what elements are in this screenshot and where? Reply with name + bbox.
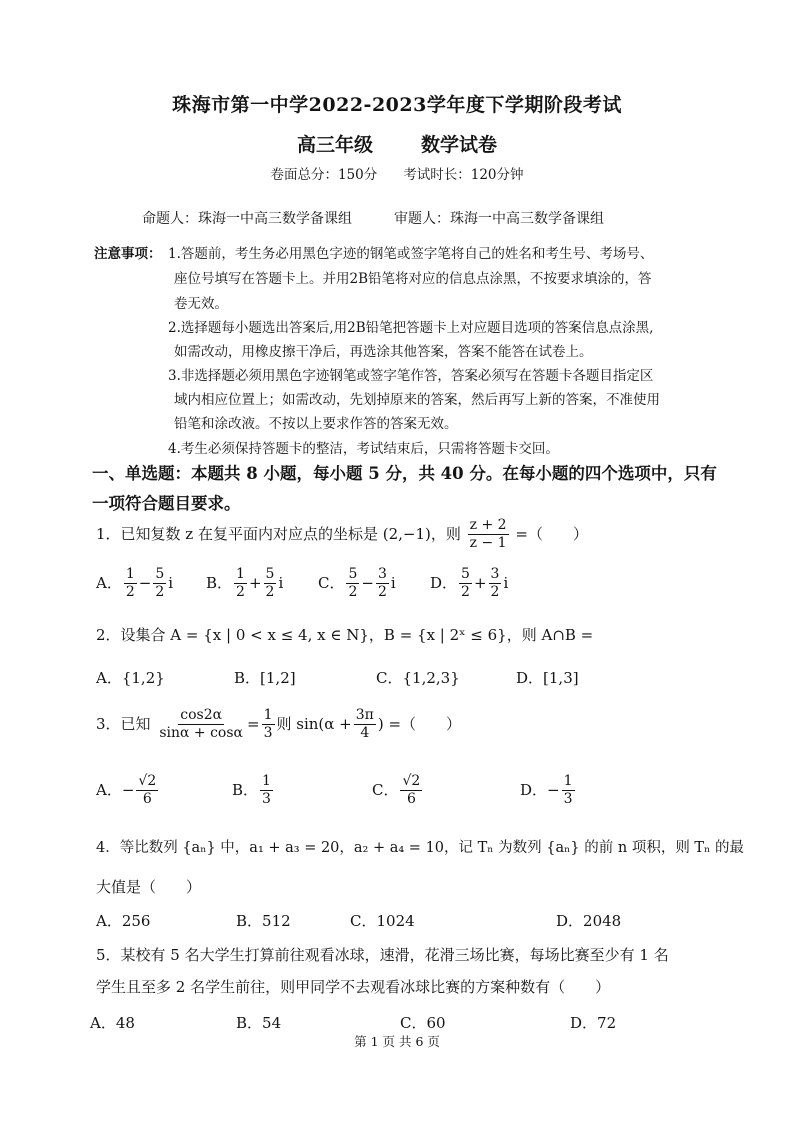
- option-text: 72: [597, 1014, 617, 1032]
- option-label: B．: [236, 1014, 263, 1032]
- fraction-denominator: 2: [490, 584, 500, 601]
- page-number: 第 1 页 共 6 页: [354, 1034, 440, 1049]
- option-text: {1,2,3}: [402, 669, 460, 687]
- fraction-numerator: √2: [400, 774, 422, 791]
- imaginary-unit: i: [503, 573, 509, 592]
- question-5: 5．某校有 5 名大学生打算前往观看冰球，速滑，花滑三场比赛，每场比赛至少有 1 名: [96, 946, 669, 964]
- option-text: [1,2]: [260, 669, 296, 687]
- option-text: 256: [121, 912, 151, 930]
- option-label: A．: [90, 1014, 116, 1032]
- question-4-cont: 大值是（ ）: [96, 878, 202, 896]
- fraction: [562, 774, 575, 808]
- fraction: [354, 708, 376, 742]
- fraction-denominator: 3: [262, 791, 271, 808]
- option-a: [96, 667, 165, 688]
- option-b: [234, 667, 296, 688]
- fraction: [459, 567, 472, 601]
- option-sign: −: [121, 780, 135, 799]
- option-c: [372, 774, 424, 808]
- fraction: [400, 774, 422, 808]
- fraction-numerator: 1: [260, 774, 273, 791]
- option-label: A．: [96, 669, 122, 687]
- option-label: A．: [96, 912, 122, 930]
- fraction-numerator: 1: [124, 567, 137, 584]
- fraction-numerator: 1: [234, 567, 247, 584]
- reviewer: 审题人：珠海一中高三数学备课组: [394, 211, 604, 227]
- section-header-cont: 一项符合题目要求。: [92, 494, 241, 513]
- fraction-denominator: 2: [236, 584, 245, 601]
- equals-sign: =: [247, 714, 260, 733]
- imaginary-unit: i: [168, 573, 174, 592]
- author: 命题人：珠海一中高三数学备课组: [142, 211, 352, 227]
- option-a: [90, 1012, 135, 1033]
- fraction: [262, 708, 275, 742]
- option-label: A．: [96, 573, 122, 592]
- exam-authors: [142, 208, 604, 228]
- question-3-prefix: 3．已知: [96, 714, 151, 733]
- fraction-denominator: 6: [406, 791, 416, 808]
- option-d: [520, 774, 577, 808]
- question-4: 4．等比数列 {aₙ} 中，a₁ + a₃ = 20，a₂ + a₄ = 10，记 Tₙ 为数列 {aₙ} 的前 n 项积，则 Tₙ 的最: [96, 840, 744, 856]
- option-b: [232, 774, 275, 808]
- fraction-denominator: 4: [360, 725, 370, 742]
- fraction-numerator: 5: [153, 567, 166, 584]
- fraction-denominator: 3: [263, 725, 273, 742]
- option-d: [516, 667, 579, 688]
- option-text: 54: [262, 1014, 282, 1032]
- fraction-denominator: sinα + cosα: [159, 725, 243, 742]
- exam-meta: [0, 163, 794, 183]
- subject-label: 数学试卷: [421, 134, 498, 156]
- question-2: 2．设集合 A = {x | 0 < x ≤ 4, x ∈ N}，B = {x | 2ˣ ≤ 6}，则 A∩B =: [96, 626, 594, 644]
- fraction-numerator: 5: [264, 567, 277, 584]
- option-label: D．: [556, 912, 584, 930]
- option-text: 512: [262, 912, 291, 930]
- fraction: [136, 774, 158, 808]
- notice-line: 座位号填写在答题卡上。并用2B铅笔将对应的信息点涂黑，不按要求填涂的，答: [174, 271, 652, 287]
- section-header: 一、单选题：本题共 8 小题，每小题 5 分，共 40 分。在每小题的四个选项中，只有: [92, 464, 717, 483]
- option-a: [96, 910, 150, 931]
- fraction-numerator: 3: [376, 567, 389, 584]
- option-label: D．: [430, 573, 458, 592]
- option-d: [570, 1012, 616, 1033]
- option-sign: −: [547, 780, 560, 799]
- fraction-numerator: √2: [136, 774, 158, 791]
- fraction-numerator: 3π: [354, 708, 376, 725]
- option-label: C．: [350, 912, 377, 930]
- option-label: D．: [520, 780, 548, 799]
- option-text: 60: [426, 1014, 446, 1032]
- option-label: B．: [232, 780, 259, 799]
- fraction-denominator: 6: [142, 791, 152, 808]
- option-text: 1024: [376, 912, 415, 930]
- fraction: [468, 518, 509, 552]
- question-1: [96, 518, 588, 552]
- option-b: [206, 567, 283, 601]
- exam-subtitle: [0, 130, 794, 157]
- question-3: [96, 708, 461, 742]
- fraction-denominator: 3: [563, 791, 573, 808]
- option-label: D．: [516, 669, 544, 687]
- question-1-tail: =（ ）: [515, 524, 588, 543]
- option-label: C．: [376, 669, 403, 687]
- operator: −: [138, 573, 152, 592]
- option-label: C．: [318, 573, 345, 592]
- option-text: 2048: [583, 912, 622, 930]
- notice-line: 1.答题前，考生务必用黑色字迹的钢笔或签字笔将自己的姓名和考生号、考场号、: [168, 246, 654, 262]
- notice-line: 2.选择题每小题选出答案后,用2B铅笔把答题卡上对应题目选项的答案信息点涂黑,: [168, 320, 654, 336]
- option-d: [556, 910, 621, 931]
- question-3-mid: 则 sin(α +: [276, 714, 352, 733]
- fraction: [157, 708, 245, 742]
- imaginary-unit: i: [278, 573, 284, 592]
- fraction: [260, 774, 273, 808]
- option-b: [236, 1012, 281, 1033]
- option-text: 48: [115, 1014, 135, 1032]
- option-label: B．: [236, 912, 263, 930]
- fraction-denominator: 2: [125, 584, 135, 601]
- fraction-numerator: cos2α: [178, 708, 224, 725]
- fraction: [264, 567, 277, 601]
- fraction-denominator: 2: [377, 584, 387, 601]
- notice-line: 4.考生必须保持答题卡的整洁，考试结束后，只需将答题卡交回。: [168, 441, 559, 457]
- fraction-numerator: 5: [346, 567, 359, 584]
- notice-line: 3.非选择题必须用黑色字迹钢笔或签字笔作答，答案必须写在答题卡各题目指定区: [168, 368, 654, 384]
- fraction-numerator: z + 2: [468, 518, 509, 535]
- question-3-tail: ) =（ ）: [377, 714, 462, 733]
- option-text: [1,3]: [543, 669, 579, 687]
- fraction: [376, 567, 389, 601]
- fraction: [153, 567, 166, 601]
- option-c: [376, 667, 460, 688]
- option-label: A．: [96, 780, 122, 799]
- option-label: C．: [400, 1014, 427, 1032]
- fraction-denominator: 2: [155, 584, 165, 601]
- grade-label: 高三年级: [296, 134, 373, 156]
- question-1-stem: 1．已知复数 z 在复平面内对应点的坐标是 (2,−1)，则: [96, 524, 461, 543]
- option-c: [400, 1012, 446, 1033]
- option-a: [96, 567, 173, 601]
- option-c: [318, 567, 396, 601]
- notice-line: 域内相应位置上；如需改动，先划掉原来的答案，然后再写上新的答案，不准使用: [174, 392, 660, 408]
- option-text: {1,2}: [121, 669, 165, 687]
- option-b: [236, 910, 291, 931]
- exam-title: 珠海市第一中学2022-2023学年度下学期阶段考试: [172, 94, 622, 116]
- fraction-numerator: 3: [489, 567, 502, 584]
- fraction: [346, 567, 359, 601]
- fraction-numerator: 1: [262, 708, 275, 725]
- exam-duration: 考试时长：120分钟: [403, 167, 524, 183]
- fraction-numerator: 5: [459, 567, 472, 584]
- option-c: [350, 910, 415, 931]
- operator: +: [248, 573, 262, 592]
- notice-line: 铅笔和涂改液。不按以上要求作答的答案无效。: [174, 416, 458, 432]
- option-label: C．: [372, 780, 399, 799]
- option-a: [96, 774, 160, 808]
- notice-line: 卷无效。: [174, 296, 228, 312]
- fraction: [489, 567, 502, 601]
- operator: +: [473, 573, 487, 592]
- question-5-cont: 学生且至多 2 名学生前往，则甲同学不去观看冰球比赛的方案种数有（ ）: [96, 978, 611, 996]
- fraction: [234, 567, 247, 601]
- operator: −: [361, 573, 374, 592]
- option-label: B．: [206, 573, 233, 592]
- fraction-denominator: 2: [461, 584, 470, 601]
- notice-line: 如需改动，用橡皮擦干净后，再选涂其他答案，答案不能答在试卷上。: [174, 344, 593, 360]
- notice-label: 注意事项：: [94, 246, 162, 262]
- fraction: [124, 567, 137, 601]
- option-d: [430, 567, 508, 601]
- option-label: D．: [570, 1014, 598, 1032]
- total-score: 卷面总分：150分: [270, 167, 378, 183]
- fraction-denominator: 2: [348, 584, 358, 601]
- fraction-denominator: z − 1: [469, 535, 507, 552]
- fraction-numerator: 1: [562, 774, 575, 791]
- imaginary-unit: i: [390, 573, 396, 592]
- option-label: B．: [234, 669, 261, 687]
- fraction-denominator: 2: [265, 584, 275, 601]
